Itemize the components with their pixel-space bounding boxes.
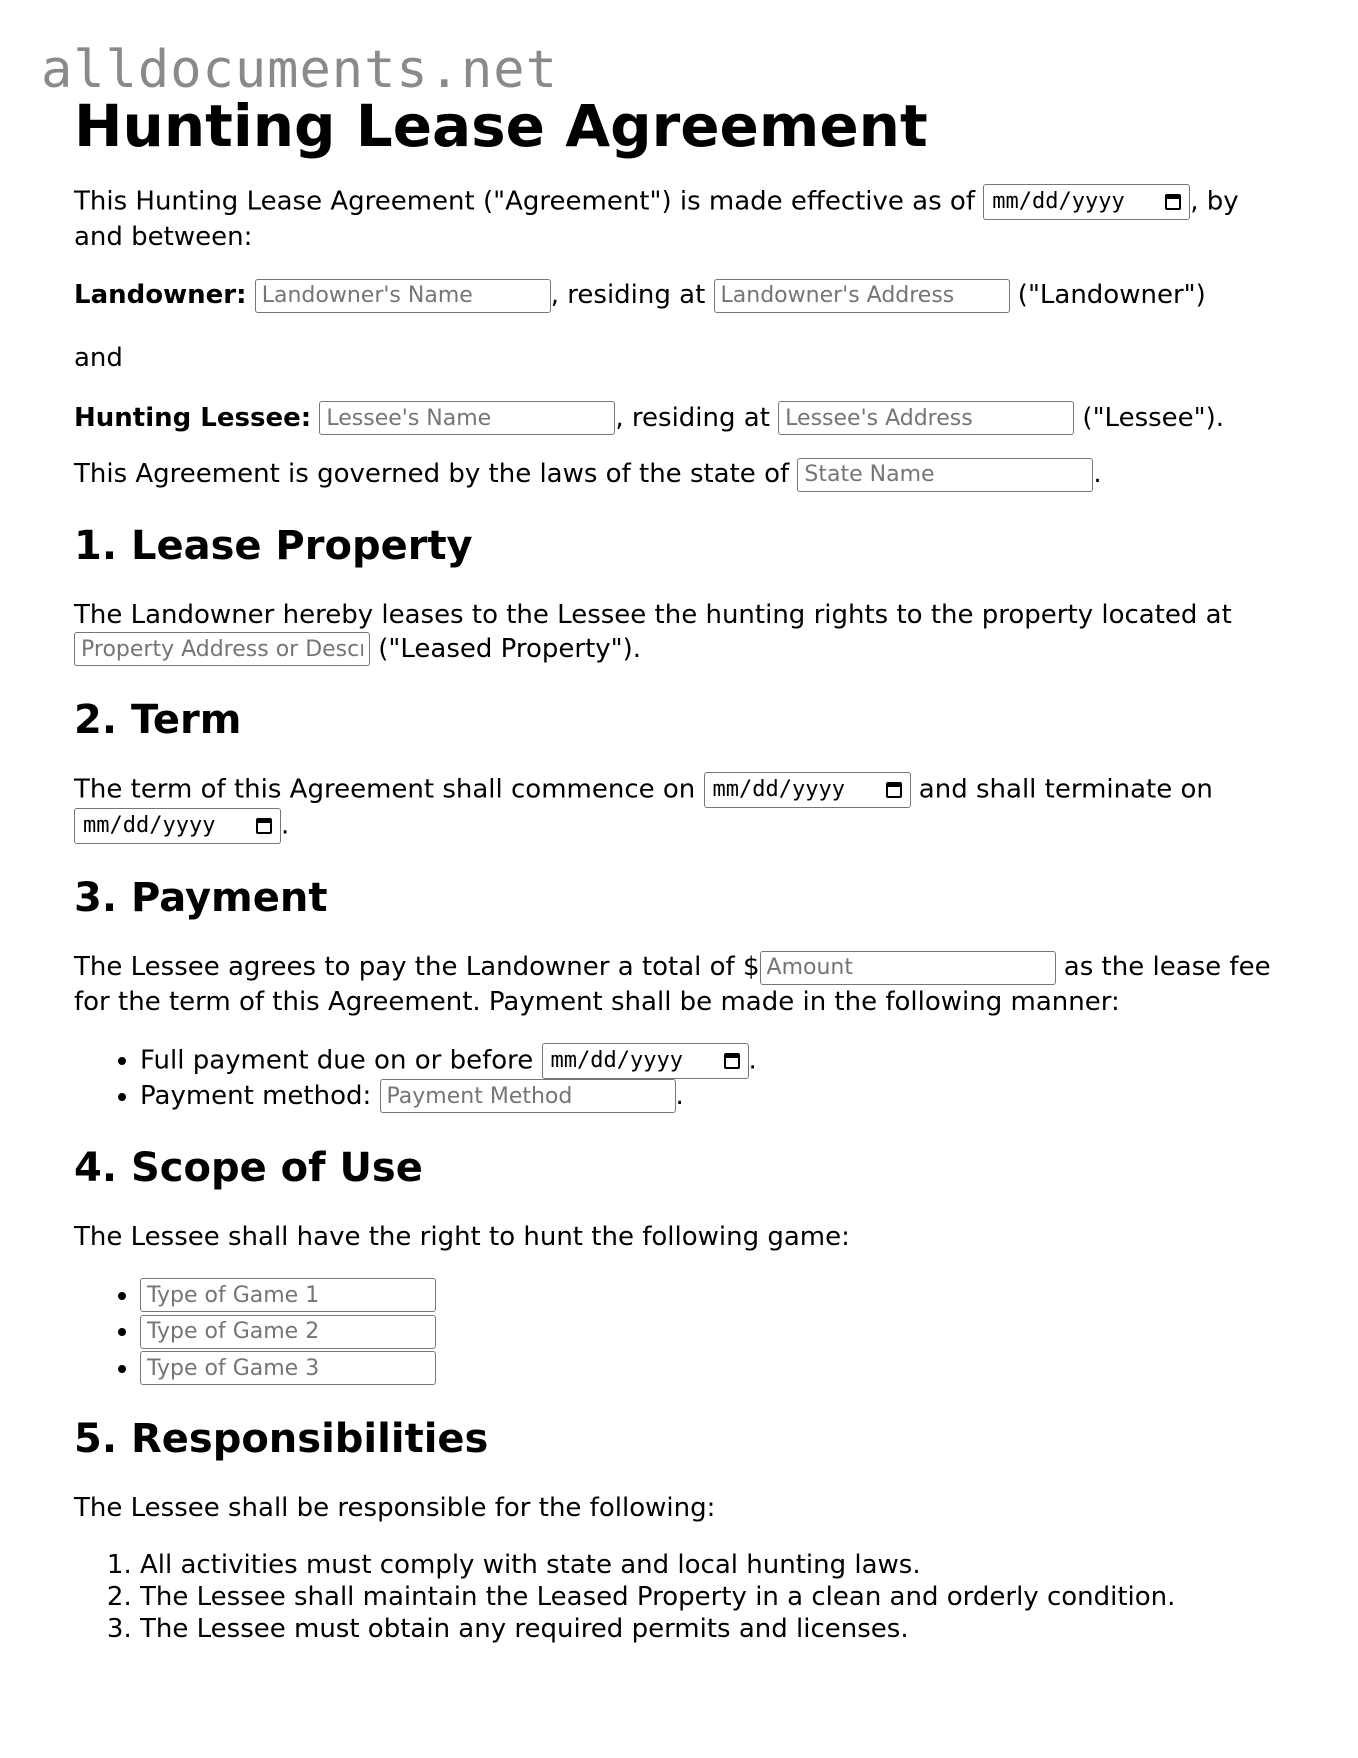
term-text-middle: and shall terminate on	[910, 774, 1213, 805]
lessee-address-input[interactable]	[778, 401, 1074, 435]
section-3-heading: 3. Payment	[74, 875, 328, 921]
intro-text: This Hunting Lease Agreement ("Agreement") is made effective as of	[74, 186, 984, 217]
section-2-heading: 2. Term	[74, 697, 242, 743]
payment-due-text-after: .	[748, 1045, 757, 1075]
section-4-text: The Lessee shall have the right to hunt the following game:	[74, 1221, 850, 1252]
payment-text: The Lessee agrees to pay the Landowner a total of $	[74, 952, 760, 982]
section-3-text	[74, 950, 1274, 1019]
section-1-heading: 1. Lease Property	[74, 522, 473, 569]
calendar-icon[interactable]	[886, 782, 902, 798]
property-address-input[interactable]	[74, 632, 370, 666]
date-placeholder: mm/dd/yyyy	[83, 813, 216, 838]
payment-method-text: Payment method:	[140, 1080, 380, 1111]
landowner-suffix: ("Landowner")	[1009, 280, 1206, 310]
governing-text-after: .	[1093, 459, 1102, 489]
effective-date-input[interactable]	[983, 184, 1190, 220]
list-item	[140, 1314, 1274, 1349]
payment-list	[74, 1043, 1274, 1114]
term-text: The term of this Agreement shall commence on	[74, 774, 704, 805]
landowner-address-input[interactable]	[714, 279, 1010, 313]
date-placeholder: mm/dd/yyyy	[550, 1048, 683, 1073]
intro-text-after: , by and between:	[74, 186, 1239, 252]
list-item	[140, 1278, 1274, 1313]
date-placeholder: mm/dd/yyyy	[992, 189, 1125, 214]
lessee-suffix: ("Lessee").	[1074, 402, 1225, 433]
lessee-label: Hunting Lessee:	[74, 402, 312, 433]
list-item: 2. The Lessee shall maintain the Leased Property in a clean and orderly condition.	[140, 1581, 1274, 1613]
payment-text-after: as the lease fee for the term of this Agreement. Payment shall be made in the following manner:	[74, 952, 1271, 1017]
payment-due-text: Full payment due on or before	[140, 1045, 542, 1075]
page-title: Hunting Lease Agreement	[74, 92, 928, 160]
list-item: 3. The Lessee must obtain any required permits and licenses.	[140, 1613, 1274, 1645]
lease-property-text: The Landowner hereby leases to the Lessee the hunting rights to the property located at	[74, 599, 1232, 630]
lease-property-text-after: ("Leased Property").	[370, 633, 642, 664]
section-4-heading: 4. Scope of Use	[74, 1144, 423, 1191]
calendar-icon[interactable]	[256, 818, 272, 834]
payment-method-input[interactable]	[380, 1079, 676, 1113]
section-5-text: The Lessee shall be responsible for the following:	[74, 1493, 716, 1523]
lessee-residing-text: , residing at	[615, 402, 779, 433]
landowner-residing-text: , residing at	[550, 280, 714, 310]
game-type-3-input[interactable]	[140, 1351, 436, 1385]
calendar-icon[interactable]	[1165, 194, 1181, 210]
list-item: 1. All activities must comply with state and local hunting laws.	[140, 1549, 1274, 1581]
list-item	[140, 1351, 1274, 1386]
lessee-line	[74, 401, 1274, 436]
responsibilities-list	[74, 1549, 1274, 1645]
landowner-line	[74, 278, 1274, 313]
start-date-input[interactable]	[704, 772, 911, 808]
state-name-input[interactable]	[797, 458, 1093, 492]
amount-input[interactable]	[760, 951, 1056, 985]
section-2-text	[74, 772, 1274, 844]
landowner-label: Landowner:	[74, 280, 247, 310]
game-type-2-input[interactable]	[140, 1315, 436, 1349]
payment-due-date-input[interactable]	[542, 1043, 749, 1079]
and-text: and	[74, 342, 123, 373]
intro-paragraph	[74, 184, 1274, 254]
landowner-name-input[interactable]	[255, 279, 551, 313]
governing-text: This Agreement is governed by the laws of the state of	[74, 459, 798, 489]
game-list	[74, 1278, 1274, 1386]
payment-method-text-after: .	[675, 1080, 684, 1111]
date-placeholder: mm/dd/yyyy	[712, 777, 845, 802]
section-1-text	[74, 598, 1274, 667]
game-type-1-input[interactable]	[140, 1278, 436, 1312]
calendar-icon[interactable]	[724, 1053, 740, 1069]
governing-line	[74, 457, 1274, 492]
lessee-name-input[interactable]	[319, 401, 615, 435]
end-date-input[interactable]	[74, 808, 281, 844]
term-text-after: .	[281, 810, 290, 841]
watermark: alldocuments.net	[41, 40, 558, 100]
list-item	[140, 1043, 1274, 1079]
document	[74, 92, 1274, 1669]
section-5-heading: 5. Responsibilities	[74, 1416, 489, 1462]
list-item	[140, 1079, 1274, 1114]
